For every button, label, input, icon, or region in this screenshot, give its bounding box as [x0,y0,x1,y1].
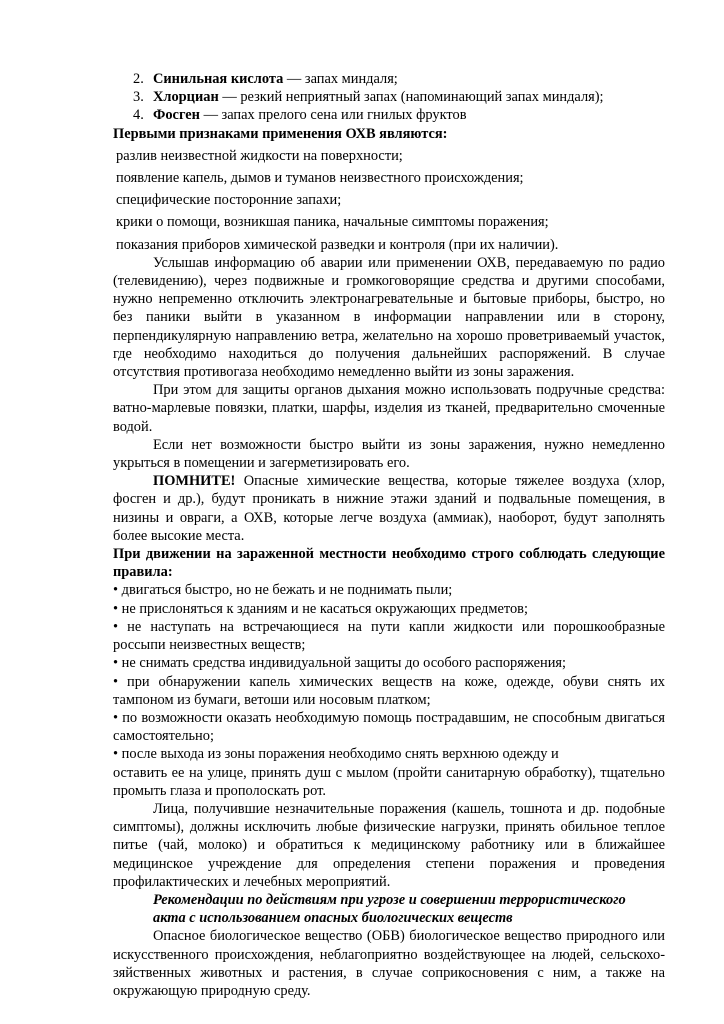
list-item: • после выхода из зоны поражения необходимо снять верхнюю одежду и [113,746,559,763]
paragraph-biological-substance: Опасное биологическое вещество (ОБВ) биологическое вещество природного или искусственного происхождения, неблагоприятно воздействующее на людей, сельскохо-зяйственных животных и растения, в случае соприкосновения с ним, а также на окружающую природную среду. [113,928,665,999]
list-item: • не наступать на встречающиеся на пути капли жидкости или порошкообразные россыпи неизвестных веществ; [113,618,665,654]
item-number: 4. [133,107,144,124]
remember-text: Опасные химические вещества, которые тяжелее воздуха (хлор, фосген и др.), будут проникать в нижние этажи зданий и подвальные помещения, в низины и овраги, а ОХВ, которые легче воздуха (аммиак), наоборот, будут заполнять более высокие места. [113,473,665,544]
sign-text: крики о помощи, возникшая паника, начальные симптомы поражения; [116,214,549,231]
agent-description: — запах миндаля; [283,71,398,87]
rules-heading: При движении на зараженной местности необходимо строго соблюдать следующие правила: [113,546,665,581]
agent-name: Хлорциан [153,89,219,106]
agent-description: — резкий неприятный запах (напоминающий запах миндаля); [218,89,604,106]
list-item: • по возможности оказать необходимую помощь пострадавшим, не способным двигаться самостоятельно; [113,709,665,745]
list-item: • не прислоняться к зданиям и не касаться окружающих предметов; [113,600,528,617]
agent-odor-list [113,70,665,125]
paragraph-shelter: Если нет возможности быстро выйти из зоны заражения, нужно немедленно укрыться в помещении и загерметизировать его. [113,436,665,472]
sign-text: показания приборов химической разведки и контроля (при их наличии). [116,236,559,253]
agent-name: Фосген [153,107,200,124]
list-item: • при обнаружении капель химических веществ на коже, одежде, обуви снять их тампоном из бумаги, ветоши или носовым платком; [113,673,665,708]
sign-text: разлив неизвестной жидкости на поверхности; [116,147,403,164]
bio-heading-line-2: акта с использованием опасных биологических веществ [153,910,513,927]
item-number: 2. [133,71,144,87]
list-item: • двигаться быстро, но не бежать и не поднимать пыли; [113,582,453,599]
sign-text: специфические посторонние запахи; [116,192,342,209]
agent-description: — запах прелого сена или гнилых фруктов [199,107,467,124]
remember-label: ПОМНИТЕ! [153,473,236,490]
list-item [113,88,665,106]
list-item [113,213,665,231]
rules-tail: оставить ее на улице, принять душ с мылом (пройти санитарную обработку), тщательно промыть глаза и прополоскать рот. [113,764,665,799]
list-item [113,191,665,209]
list-item [113,169,665,187]
sign-text: появление капель, дымов и туманов неизвестного происхождения; [116,170,524,187]
list-item: • не снимать средства индивидуальной защиты до особого распоряжения; [113,655,567,672]
bio-heading-line-1: Рекомендации по действиям при угрозе и совершении террористического [153,891,626,908]
list-item [113,106,665,124]
bio-heading [113,891,665,927]
paragraph-injured: Лица, получившие незначительные поражения (кашель, тошнота и др. подобные симптомы), должны исключить любые физические нагрузки, принять обильное теплое питье (чай, молоко) и обратиться к медицинскому работнику или в ближайшее медицинское учреждение для определения степени поражения и проведения профилактических и лечебных мероприятий. [113,800,665,890]
rules-list [113,581,665,799]
paragraph-protective-means: При этом для защиты органов дыхания можно использовать подручные средства: ватно-марлевые повязки, платки, шарфы, изделия из тканей, предварительно смоченные водой. [113,382,665,435]
signs-heading: Первыми признаками применения ОХВ являются: [113,125,448,142]
list-item [113,147,665,165]
list-item [113,70,665,88]
paragraph-alarm-actions: Услышав информацию об аварии или применении ОХВ, передаваемую по радио (телевидению), через подвижные и громкоговорящие средства и другими способами, нужно непременно отключить электронагревательные и бытовые приборы, быстро, но без паники выйти в указанном в информации направлении или в сторону, перпендикулярную направлению ветра, желательно на хорошо проветриваемый участок, где необходимо находиться до получения дальнейших распоряжений. В случае отсутствия противогаза необходимо немедленно выйти из зоны заражения. [113,254,665,381]
signs-list [113,147,665,254]
list-item [113,236,665,254]
agent-name: Синильная кислота [153,71,284,87]
item-number: 3. [133,89,144,106]
paragraph-remember [113,472,665,545]
page-content [113,70,665,1000]
